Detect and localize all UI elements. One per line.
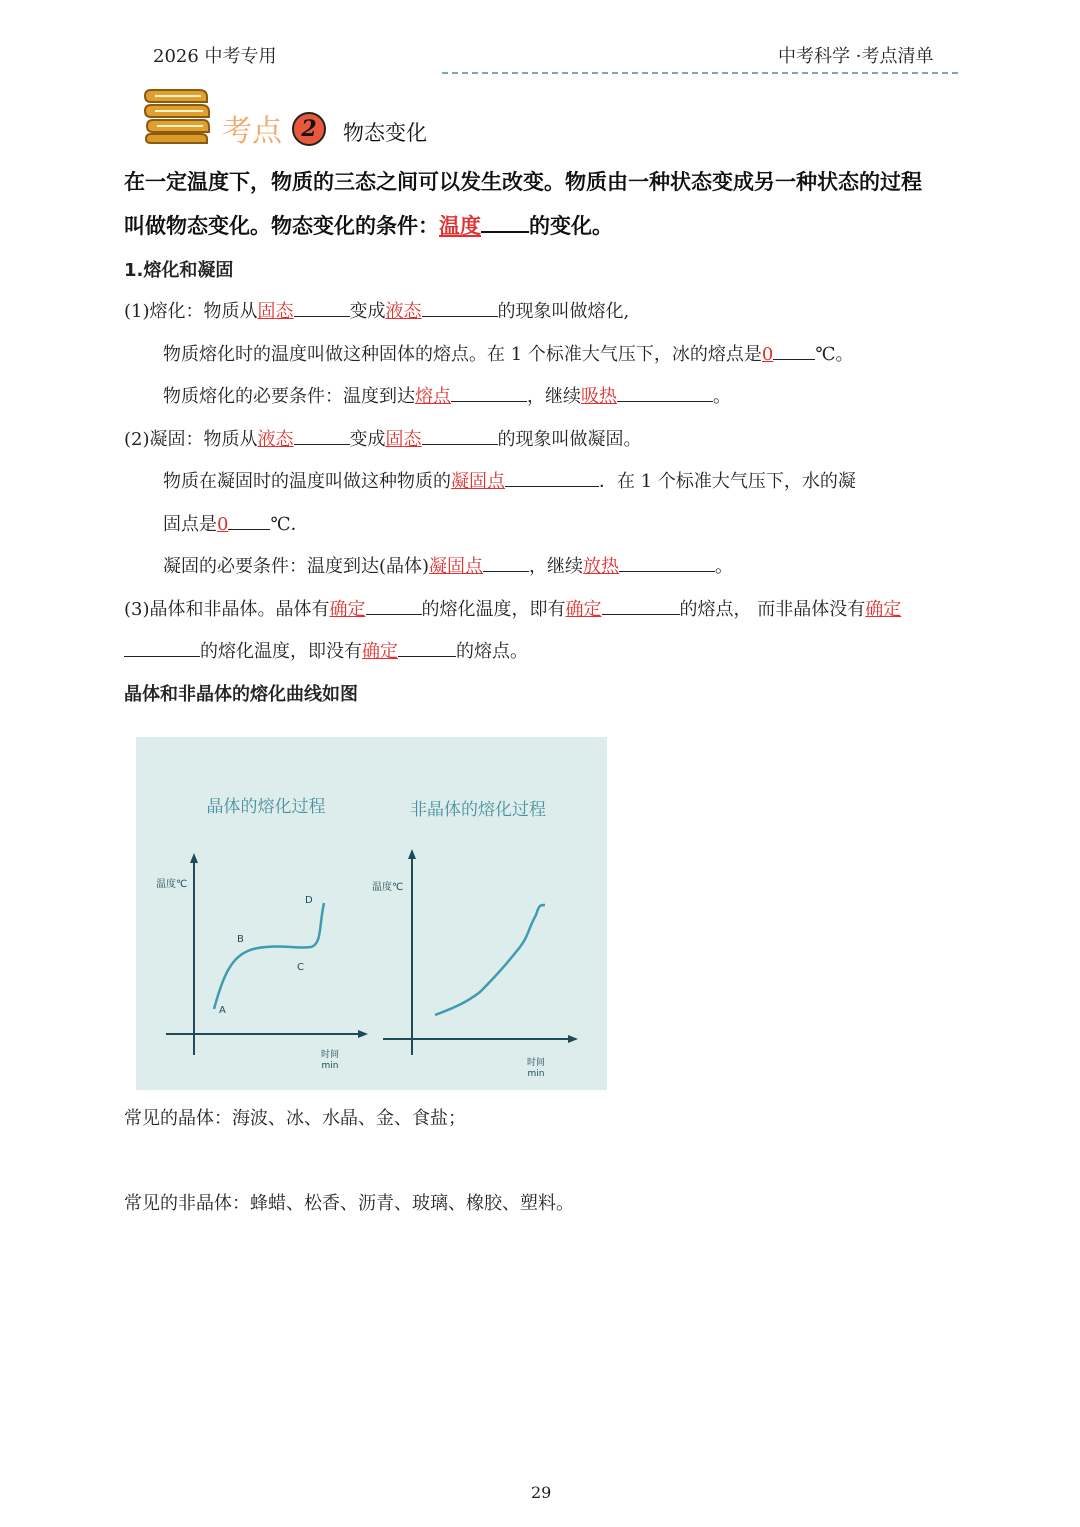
freezing-line-2: 物质在凝固时的温度叫做这种物质的凝固点 ．在 1 个标准大气压下，水的凝 (163, 467, 856, 493)
right-x-arrow (568, 1035, 578, 1043)
kaodian-label: 考点 (222, 114, 282, 149)
right-ylabel: 温度℃ (372, 882, 404, 893)
melting-curves-figure (136, 737, 607, 1090)
figure-caption: 晶体和非晶体的熔化曲线如图 (124, 684, 358, 705)
melting-line-2: 物质熔化时的温度叫做这种固体的熔点。在 1 个标准大气压下，冰的熔点是0 ℃。 (163, 340, 854, 366)
left-xlabel-1: 时间 (320, 1050, 340, 1060)
page-number: 29 (531, 1483, 552, 1502)
freezing-line-1: (2)凝固：物质从液态 变成固态 的现象叫做凝固。 (124, 425, 642, 451)
left-ylabel: 温度℃ (156, 879, 188, 890)
answer-temperature: 温度 (439, 214, 481, 238)
crystal-examples: 常见的晶体：海波、冰、水晶、金、食盐； (124, 1108, 466, 1129)
point-b-label: B (237, 934, 244, 945)
crystal-curve (214, 903, 324, 1009)
freezing-line-4: 凝固的必要条件：温度到达(晶体)凝固点 ，继续放热 。 (163, 552, 733, 578)
left-y-arrow (190, 853, 198, 863)
crystal-line-2: 的熔化温度，即没有确定 的熔点。 (124, 637, 528, 663)
right-y-arrow (408, 849, 416, 859)
point-a-label: A (219, 1005, 226, 1016)
header-left: 2026 中考专用 (153, 46, 277, 67)
right-xlabel-1: 时间 (526, 1058, 546, 1068)
melting-line-1: (1)熔化：物质从固态 变成液态 的现象叫做熔化, (124, 297, 629, 323)
right-xlabel-2: min (527, 1069, 545, 1079)
section-title: 物态变化 (343, 121, 427, 145)
amorphous-examples: 常见的非晶体：蜂蜡、松香、沥青、玻璃、橡胶、塑料。 (124, 1193, 574, 1214)
intro-line-1: 在一定温度下，物质的三态之间可以发生改变。物质由一种状态变成另一种状态的过程 (124, 170, 922, 194)
point-c-label: C (297, 962, 304, 973)
right-title: 非晶体的熔化过程 (410, 800, 546, 820)
header-right: 中考科学 ·考点清单 (778, 46, 934, 67)
point-d-label: D (305, 895, 313, 906)
left-title: 晶体的熔化过程 (206, 797, 326, 817)
left-xlabel-2: min (321, 1061, 339, 1071)
amorphous-curve (435, 905, 545, 1015)
freezing-line-3: 固点是0 ℃． (163, 510, 309, 536)
subsection-heading: 1.熔化和凝固 (124, 260, 234, 281)
crystal-line-1: (3)晶体和非晶体。晶体有确定 的熔化温度，即有确定 的熔点， 而非晶体没有确定 (124, 595, 901, 621)
melting-line-3: 物质熔化的必要条件：温度到达熔点 ，继续吸热 。 (163, 382, 731, 408)
header-divider (442, 72, 958, 74)
intro-line-2: 叫做物态变化。物态变化的条件：温度 的变化。 (124, 210, 613, 240)
book-stack-icon (143, 84, 211, 150)
section-number-badge: 2 (292, 112, 326, 146)
left-x-arrow (358, 1030, 368, 1038)
